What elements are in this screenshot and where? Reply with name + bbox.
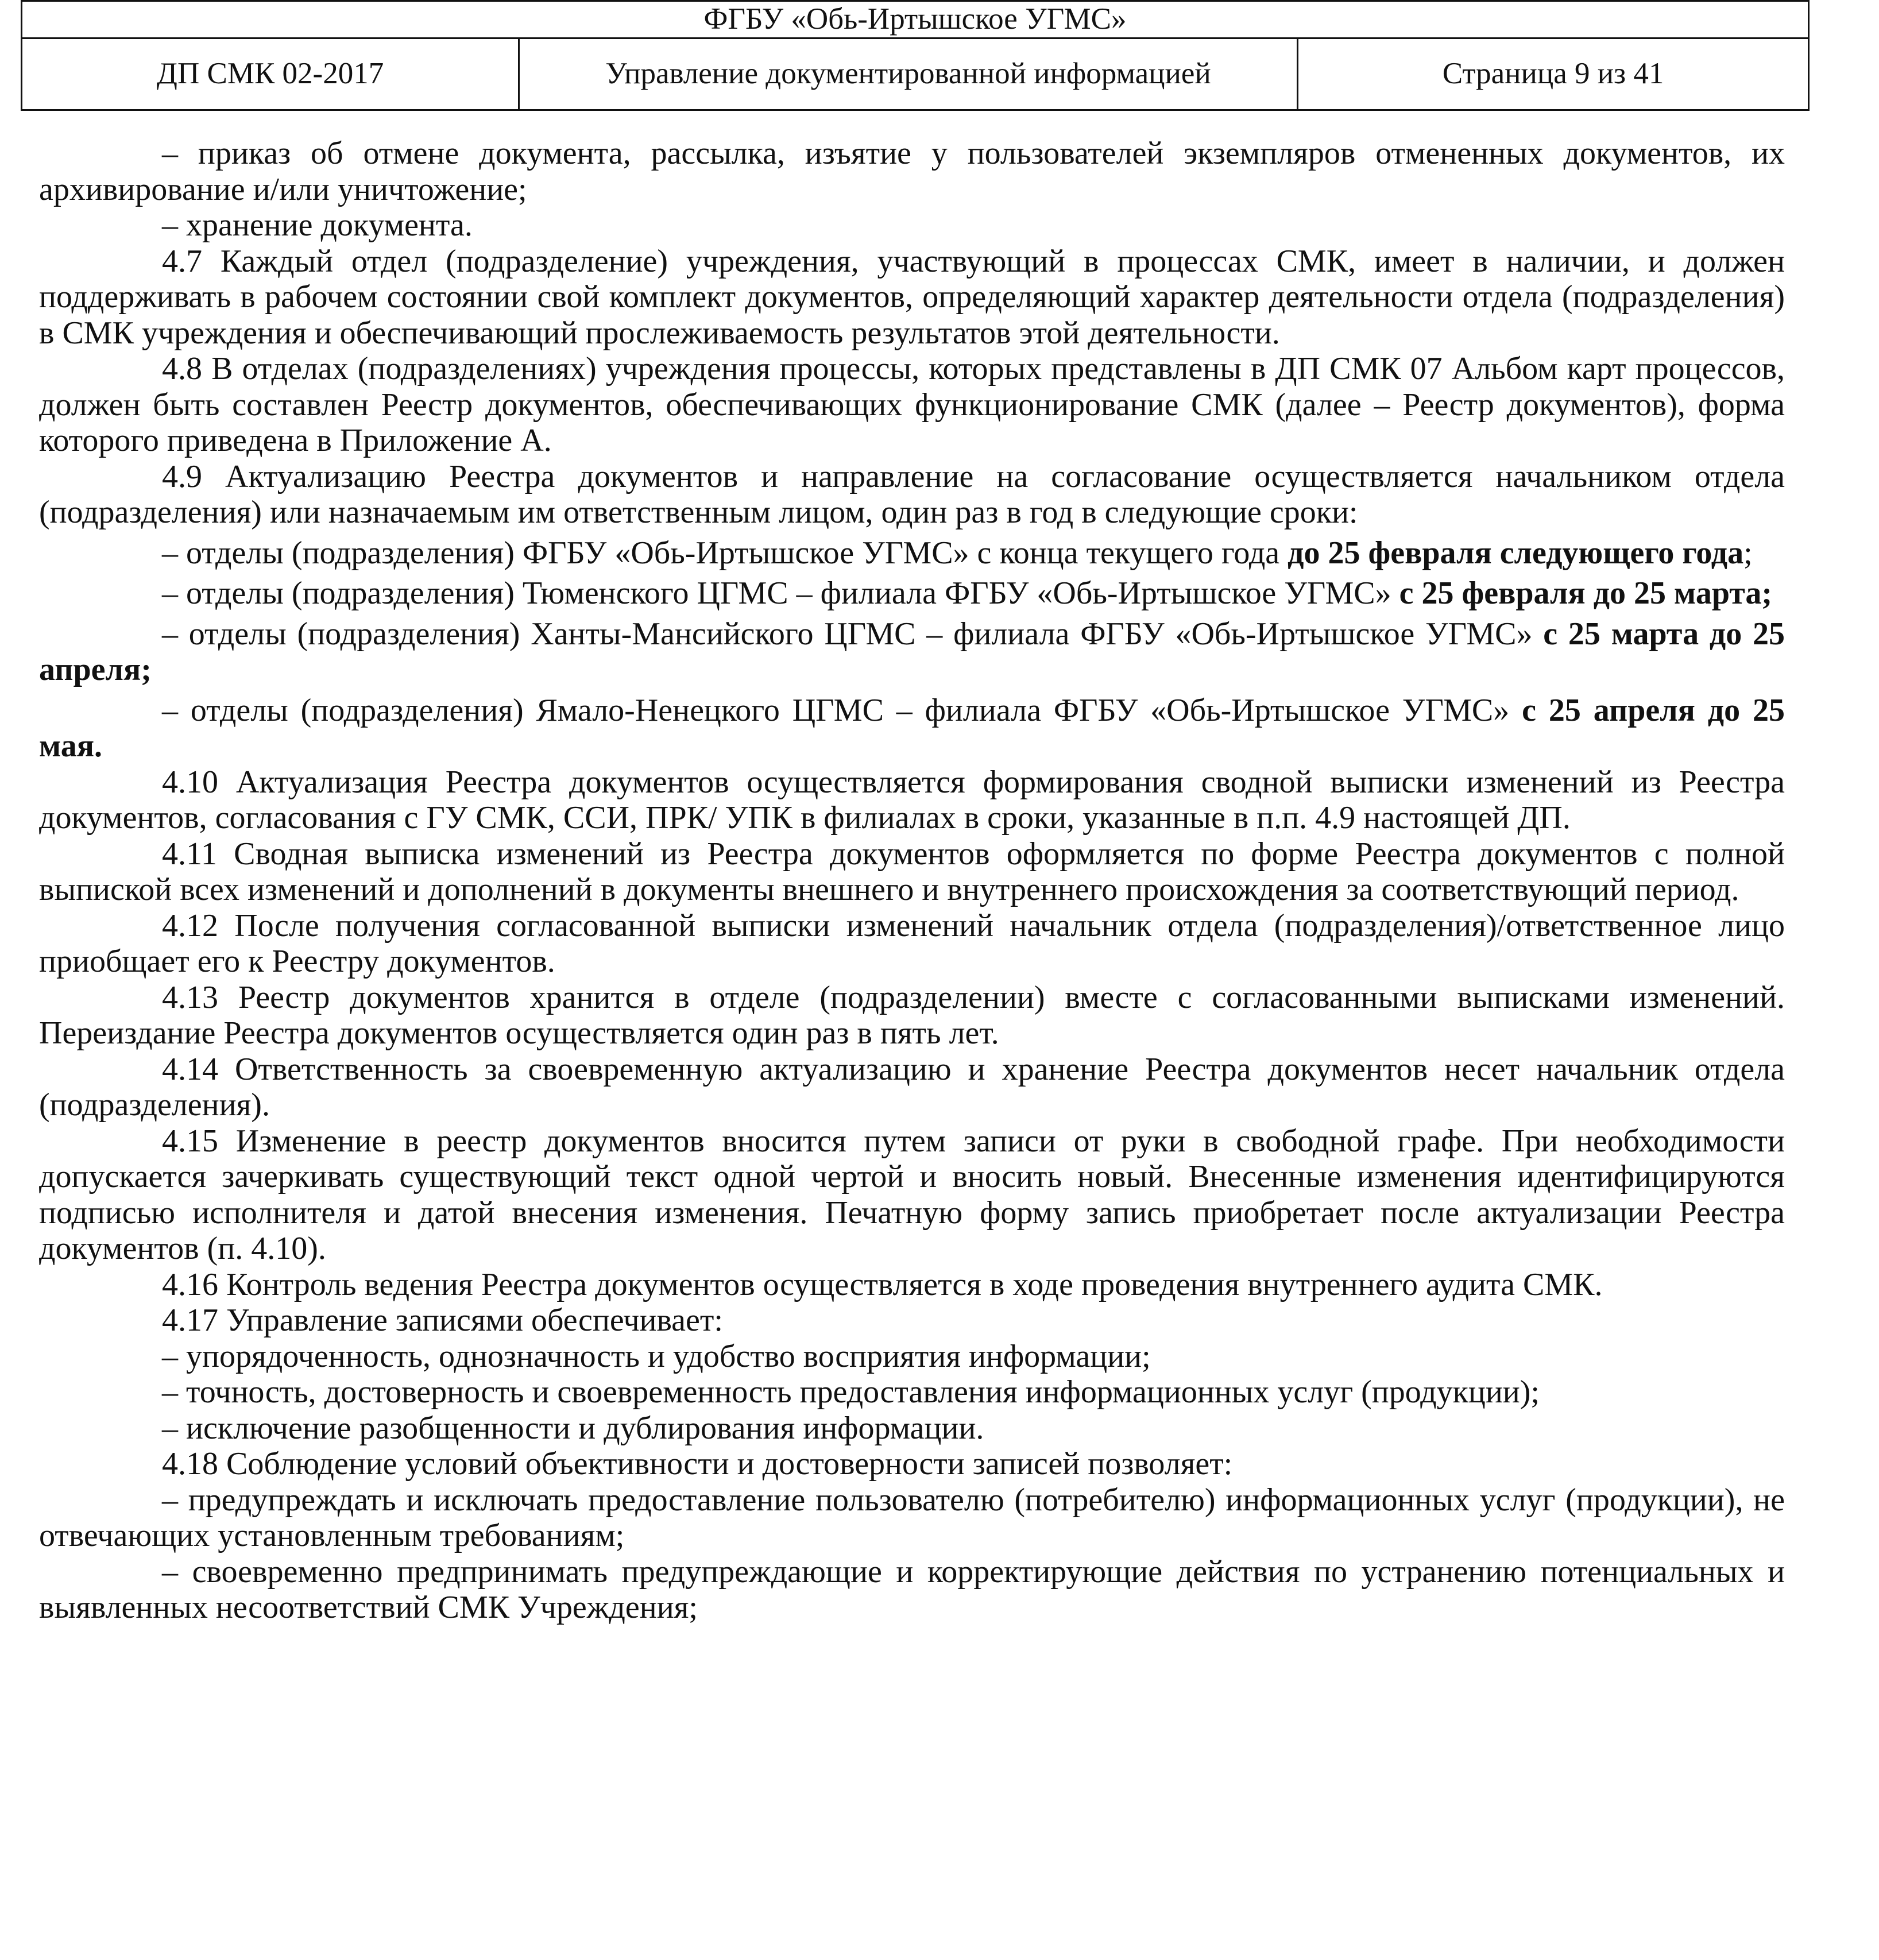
document-header-table <box>21 0 1810 111</box>
document-body <box>39 136 1785 1626</box>
paragraph: – предупреждать и исключать предоставление пользователю (потребителю) информационных услуг (продукции), не отвечающих установленным требованиям; <box>39 1482 1785 1553</box>
paragraph: 4.18 Соблюдение условий объективности и достоверности записей позволяет: <box>162 1446 1233 1482</box>
paragraph: 4.16 Контроль ведения Реестра документов осуществляется в ходе проведения внутреннего аудита СМК. <box>162 1266 1603 1302</box>
paragraph: – отделы (подразделения) Ханты-Мансийского ЦГМС – филиала ФГБУ «Обь-Иртышское УГМС» с 25 марта до 25 апреля; <box>39 616 1785 687</box>
paragraph: – исключение разобщенности и дублирования информации. <box>162 1410 984 1446</box>
paragraph: – упорядоченность, однозначность и удобство восприятия информации; <box>162 1338 1151 1374</box>
paragraph: 4.14 Ответственность за своевременную актуализацию и хранение Реестра документов несет начальник отдела (подразделения). <box>39 1051 1785 1123</box>
header-document-code: ДП СМК 02-2017 <box>22 38 519 110</box>
header-page-number: Страница 9 из 41 <box>1298 38 1809 110</box>
paragraph: – отделы (подразделения) Ямало-Ненецкого ЦГМС – филиала ФГБУ «Обь-Иртышское УГМС» с 25 апреля до 25 мая. <box>39 692 1785 764</box>
paragraph: 4.15 Изменение в реестр документов вносится путем записи от руки в свободной графе. При необходимости допускается зачеркивать существующий текст одной чертой и вносить новый. Внесенные изменения идентифицируются подписью исполнителя и датой внесения изменения. Печатную форму запись приобретает после актуализации Реестра документов (п. 4.10). <box>39 1123 1785 1266</box>
paragraph: – отделы (подразделения) ФГБУ «Обь-Иртышское УГМС» с конца текущего года до 25 февраля следующего года; <box>162 535 1753 571</box>
paragraph: 4.7 Каждый отдел (подразделение) учреждения, участвующий в процессах СМК, имеет в наличии, и должен поддерживать в рабочем состоянии свой комплект документов, определяющий характер деятельности отдела (подразделения) в СМК учреждения и обеспечивающий прослеживаемость результатов этой деятельности. <box>39 243 1785 351</box>
paragraph: 4.11 Сводная выписка изменений из Реестра документов оформляется по форме Реестра документов с полной выпиской всех изменений и дополнений в документы внешнего и внутреннего происхождения за соответствующий период. <box>39 836 1785 907</box>
paragraph: 4.17 Управление записями обеспечивает: <box>162 1302 723 1338</box>
header-document-title: Управление документированной информацией <box>519 38 1298 110</box>
paragraph: 4.9 Актуализацию Реестра документов и направление на согласование осуществляется начальником отдела (подразделения) или назначаемым им ответственным лицом, один раз в год в следующие сроки: <box>39 458 1785 530</box>
paragraph: 4.8 В отделах (подразделениях) учреждения процессы, которых представлены в ДП СМК 07 Альбом карт процессов, должен быть составлен Реестр документов, обеспечивающих функционирование СМК (далее – Реестр документов), форма которого приведена в Приложение А. <box>39 351 1785 458</box>
header-organization: ФГБУ «Обь-Иртышское УГМС» <box>22 1 1809 38</box>
paragraph: – хранение документа. <box>162 207 473 243</box>
paragraph: – приказ об отмене документа, рассылка, изъятие у пользователей экземпляров отмененных документов, их архивирование и/или уничтожение; <box>39 136 1785 207</box>
paragraph: – отделы (подразделения) Тюменского ЦГМС – филиала ФГБУ «Обь-Иртышское УГМС» с 25 февраля до 25 марта; <box>162 575 1773 611</box>
paragraph: – точность, достоверность и своевременность предоставления информационных услуг (продукции); <box>162 1374 1540 1410</box>
paragraph: 4.13 Реестр документов хранится в отделе (подразделении) вместе с согласованными выписками изменений. Переиздание Реестра документов осуществляется один раз в пять лет. <box>39 979 1785 1051</box>
paragraph: 4.12 После получения согласованной выписки изменений начальник отдела (подразделения)/ответственное лицо приобщает его к Реестру документов. <box>39 907 1785 979</box>
paragraph: – своевременно предпринимать предупреждающие и корректирующие действия по устранению потенциальных и выявленных несоответствий СМК Учреждения; <box>39 1553 1785 1625</box>
paragraph: 4.10 Актуализация Реестра документов осуществляется формирования сводной выписки изменений из Реестра документов, согласования с ГУ СМК, ССИ, ПРК/ УПК в филиалах в сроки, указанные в п.п. 4.9 настоящей ДП. <box>39 764 1785 836</box>
